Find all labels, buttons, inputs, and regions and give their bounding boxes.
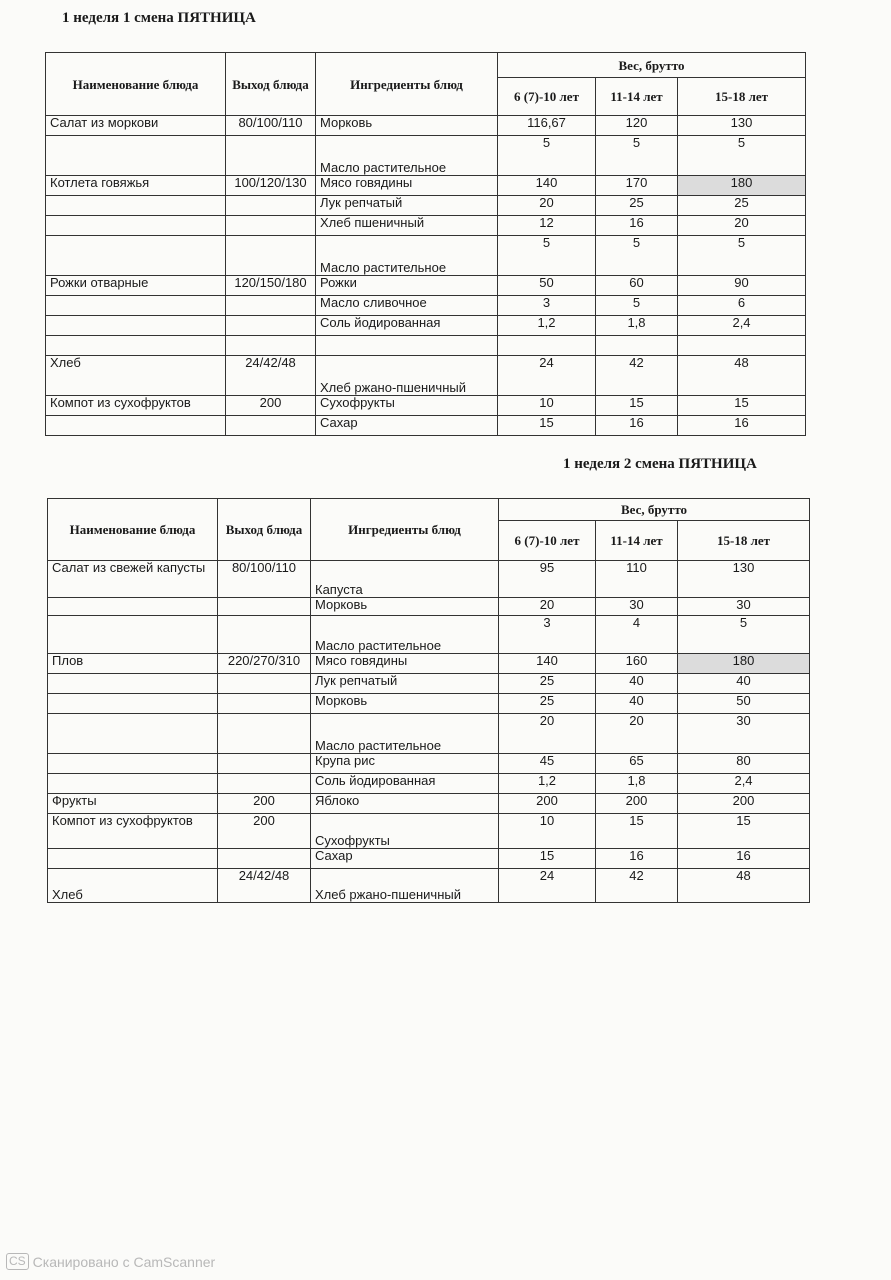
dish-name-cell <box>48 694 218 714</box>
output-cell <box>226 416 316 436</box>
weight-age-15-18-cell: 2,4 <box>678 316 806 336</box>
output-cell: 120/150/180 <box>226 276 316 296</box>
weight-age-11-14-cell: 5 <box>596 136 678 176</box>
weight-age-15-18-cell: 2,4 <box>678 774 810 794</box>
header-age-15-18: 15-18 лет <box>678 78 806 116</box>
table-row <box>48 814 810 849</box>
weight-age-6-10-cell: 5 <box>498 136 596 176</box>
weight-age-6-10-cell: 20 <box>499 714 596 754</box>
header-age-11-14: 11-14 лет <box>596 521 678 561</box>
weight-age-11-14-cell: 42 <box>596 869 678 903</box>
dish-name-cell <box>48 774 218 794</box>
weight-age-15-18-cell: 25 <box>678 196 806 216</box>
table-row <box>48 674 810 694</box>
dish-name-cell: Котлета говяжья <box>46 176 226 196</box>
dish-name-cell <box>46 136 226 176</box>
output-cell: 220/270/310 <box>218 654 311 674</box>
table-row <box>46 196 806 216</box>
weight-age-6-10-cell: 25 <box>499 674 596 694</box>
weight-age-6-10-cell: 95 <box>499 561 596 598</box>
table-row <box>46 136 806 176</box>
output-cell <box>226 196 316 216</box>
dish-name-cell <box>48 598 218 616</box>
dish-name-cell <box>48 849 218 869</box>
table-row <box>46 216 806 236</box>
ingredient-cell: Мясо говядины <box>311 654 499 674</box>
weight-age-6-10-cell: 15 <box>499 849 596 869</box>
weight-age-11-14-cell: 200 <box>596 794 678 814</box>
weight-age-15-18-cell: 16 <box>678 849 810 869</box>
table-row <box>48 754 810 774</box>
weight-age-11-14-cell: 25 <box>596 196 678 216</box>
output-cell: 24/42/48 <box>218 869 311 903</box>
ingredient-cell: Сахар <box>316 416 498 436</box>
dish-name-cell: Компот из сухофруктов <box>48 814 218 849</box>
weight-age-6-10-cell: 1,2 <box>499 774 596 794</box>
output-cell <box>218 714 311 754</box>
weight-age-6-10-cell: 10 <box>499 814 596 849</box>
output-cell: 200 <box>218 794 311 814</box>
table-row <box>46 336 806 356</box>
output-cell <box>218 694 311 714</box>
menu-table-shift-2 <box>47 498 810 903</box>
weight-age-15-18-cell: 15 <box>678 396 806 416</box>
weight-age-11-14-cell: 1,8 <box>596 774 678 794</box>
weight-age-6-10-cell: 15 <box>498 416 596 436</box>
weight-age-15-18-cell: 5 <box>678 616 810 654</box>
table-row <box>46 416 806 436</box>
weight-age-6-10-cell: 45 <box>499 754 596 774</box>
header-weight: Вес, брутто <box>499 499 810 521</box>
weight-age-15-18-cell <box>678 336 806 356</box>
dish-name-cell <box>46 236 226 276</box>
weight-age-6-10-cell: 200 <box>499 794 596 814</box>
ingredient-cell: Сахар <box>311 849 499 869</box>
table-row <box>46 296 806 316</box>
ingredient-cell: Масло растительное <box>311 616 499 654</box>
table-row <box>48 694 810 714</box>
weight-age-15-18-cell: 180 <box>678 176 806 196</box>
camscanner-logo-icon: CS <box>6 1253 29 1270</box>
weight-age-15-18-cell: 15 <box>678 814 810 849</box>
output-cell <box>226 136 316 176</box>
ingredient-cell: Масло растительное <box>311 714 499 754</box>
weight-age-15-18-cell: 40 <box>678 674 810 694</box>
menu-table-shift-1 <box>45 52 806 436</box>
ingredient-cell: Крупа рис <box>311 754 499 774</box>
dish-name-cell <box>46 336 226 356</box>
table-row <box>48 616 810 654</box>
weight-age-6-10-cell: 5 <box>498 236 596 276</box>
weight-age-15-18-cell: 130 <box>678 116 806 136</box>
output-cell <box>218 674 311 694</box>
weight-age-6-10-cell: 3 <box>499 616 596 654</box>
header-weight: Вес, брутто <box>498 53 806 78</box>
weight-age-11-14-cell: 65 <box>596 754 678 774</box>
weight-age-11-14-cell: 40 <box>596 694 678 714</box>
header-ingredients: Ингредиенты блюд <box>316 53 498 116</box>
ingredient-cell: Соль йодированная <box>311 774 499 794</box>
dish-name-cell: Фрукты <box>48 794 218 814</box>
ingredient-cell: Морковь <box>311 694 499 714</box>
dish-name-cell <box>46 416 226 436</box>
ingredient-cell: Капуста <box>311 561 499 598</box>
weight-age-15-18-cell: 30 <box>678 714 810 754</box>
weight-age-6-10-cell: 12 <box>498 216 596 236</box>
table-body <box>46 116 806 436</box>
table-row <box>48 598 810 616</box>
table-row <box>48 561 810 598</box>
ingredient-cell: Лук репчатый <box>316 196 498 216</box>
ingredient-cell: Хлеб пшеничный <box>316 216 498 236</box>
weight-age-11-14-cell: 20 <box>596 714 678 754</box>
table-row <box>48 869 810 903</box>
dish-name-cell <box>48 616 218 654</box>
weight-age-15-18-cell: 5 <box>678 236 806 276</box>
weight-age-6-10-cell: 10 <box>498 396 596 416</box>
weight-age-11-14-cell <box>596 336 678 356</box>
ingredient-cell: Масло растительное <box>316 136 498 176</box>
table-row <box>48 654 810 674</box>
weight-age-15-18-cell: 16 <box>678 416 806 436</box>
weight-age-11-14-cell: 40 <box>596 674 678 694</box>
ingredient-cell: Соль йодированная <box>316 316 498 336</box>
weight-age-15-18-cell: 48 <box>678 356 806 396</box>
ingredient-cell <box>316 336 498 356</box>
output-cell <box>226 336 316 356</box>
header-age-6-10: 6 (7)-10 лет <box>498 78 596 116</box>
table-row <box>46 236 806 276</box>
weight-age-15-18-cell: 6 <box>678 296 806 316</box>
table-row <box>48 794 810 814</box>
weight-age-15-18-cell: 90 <box>678 276 806 296</box>
weight-age-11-14-cell: 15 <box>596 814 678 849</box>
output-cell: 100/120/130 <box>226 176 316 196</box>
weight-age-11-14-cell: 42 <box>596 356 678 396</box>
ingredient-cell: Хлеб ржано-пшеничный <box>316 356 498 396</box>
weight-age-11-14-cell: 170 <box>596 176 678 196</box>
ingredient-cell: Сухофрукты <box>311 814 499 849</box>
table-row <box>48 849 810 869</box>
table-row <box>48 774 810 794</box>
weight-age-15-18-cell: 130 <box>678 561 810 598</box>
weight-age-11-14-cell: 16 <box>596 416 678 436</box>
table-body <box>48 561 810 903</box>
dish-name-cell <box>48 714 218 754</box>
dish-name-cell: Салат из свежей капусты <box>48 561 218 598</box>
weight-age-15-18-cell: 30 <box>678 598 810 616</box>
table-row <box>46 176 806 196</box>
header-output: Выход блюда <box>218 499 311 561</box>
dish-name-cell: Рожки отварные <box>46 276 226 296</box>
ingredient-cell: Рожки <box>316 276 498 296</box>
weight-age-6-10-cell: 20 <box>498 196 596 216</box>
ingredient-cell: Лук репчатый <box>311 674 499 694</box>
weight-age-15-18-cell: 200 <box>678 794 810 814</box>
camscanner-watermark <box>6 1253 215 1270</box>
weight-age-15-18-cell: 5 <box>678 136 806 176</box>
weight-age-11-14-cell: 160 <box>596 654 678 674</box>
header-output: Выход блюда <box>226 53 316 116</box>
weight-age-11-14-cell: 5 <box>596 236 678 276</box>
dish-name-cell <box>48 674 218 694</box>
table-row <box>46 316 806 336</box>
weight-age-15-18-cell: 20 <box>678 216 806 236</box>
ingredient-cell: Масло сливочное <box>316 296 498 316</box>
weight-age-11-14-cell: 5 <box>596 296 678 316</box>
output-cell <box>226 216 316 236</box>
output-cell <box>226 316 316 336</box>
weight-age-15-18-cell: 80 <box>678 754 810 774</box>
weight-age-11-14-cell: 60 <box>596 276 678 296</box>
dish-name-cell <box>48 754 218 774</box>
weight-age-15-18-cell: 50 <box>678 694 810 714</box>
ingredient-cell: Мясо говядины <box>316 176 498 196</box>
dish-name-cell <box>46 296 226 316</box>
weight-age-6-10-cell: 116,67 <box>498 116 596 136</box>
section-1-title: 1 неделя 1 смена ПЯТНИЦА <box>62 10 256 26</box>
weight-age-6-10-cell: 50 <box>498 276 596 296</box>
header-dish: Наименование блюда <box>48 499 218 561</box>
weight-age-11-14-cell: 120 <box>596 116 678 136</box>
weight-age-6-10-cell: 140 <box>498 176 596 196</box>
table-row <box>46 116 806 136</box>
output-cell: 200 <box>218 814 311 849</box>
ingredient-cell: Морковь <box>316 116 498 136</box>
weight-age-11-14-cell: 4 <box>596 616 678 654</box>
dish-name-cell <box>46 196 226 216</box>
weight-age-11-14-cell: 1,8 <box>596 316 678 336</box>
output-cell <box>218 754 311 774</box>
output-cell <box>226 296 316 316</box>
output-cell <box>218 598 311 616</box>
output-cell <box>218 616 311 654</box>
weight-age-15-18-cell: 48 <box>678 869 810 903</box>
table-row <box>46 276 806 296</box>
output-cell: 80/100/110 <box>218 561 311 598</box>
weight-age-6-10-cell: 24 <box>498 356 596 396</box>
header-age-6-10: 6 (7)-10 лет <box>499 521 596 561</box>
output-cell: 24/42/48 <box>226 356 316 396</box>
weight-age-6-10-cell: 20 <box>499 598 596 616</box>
weight-age-6-10-cell: 1,2 <box>498 316 596 336</box>
section-2-title: 1 неделя 2 смена ПЯТНИЦА <box>563 456 757 472</box>
weight-age-6-10-cell: 24 <box>499 869 596 903</box>
table-row <box>46 396 806 416</box>
weight-age-15-18-cell: 180 <box>678 654 810 674</box>
header-age-15-18: 15-18 лет <box>678 521 810 561</box>
dish-name-cell: Салат из моркови <box>46 116 226 136</box>
dish-name-cell: Плов <box>48 654 218 674</box>
weight-age-11-14-cell: 30 <box>596 598 678 616</box>
header-ingredients: Ингредиенты блюд <box>311 499 499 561</box>
ingredient-cell: Морковь <box>311 598 499 616</box>
output-cell <box>218 849 311 869</box>
weight-age-11-14-cell: 16 <box>596 849 678 869</box>
weight-age-11-14-cell: 110 <box>596 561 678 598</box>
table-row <box>46 356 806 396</box>
output-cell: 80/100/110 <box>226 116 316 136</box>
weight-age-6-10-cell: 3 <box>498 296 596 316</box>
ingredient-cell: Хлеб ржано-пшеничный <box>311 869 499 903</box>
ingredient-cell: Масло растительное <box>316 236 498 276</box>
header-age-11-14: 11-14 лет <box>596 78 678 116</box>
header-dish: Наименование блюда <box>46 53 226 116</box>
weight-age-11-14-cell: 16 <box>596 216 678 236</box>
table-row <box>48 714 810 754</box>
output-cell: 200 <box>226 396 316 416</box>
watermark-text: Сканировано с CamScanner <box>32 1253 216 1270</box>
weight-age-6-10-cell <box>498 336 596 356</box>
weight-age-11-14-cell: 15 <box>596 396 678 416</box>
weight-age-6-10-cell: 140 <box>499 654 596 674</box>
dish-name-cell: Хлеб <box>48 869 218 903</box>
dish-name-cell <box>46 316 226 336</box>
weight-age-6-10-cell: 25 <box>499 694 596 714</box>
output-cell <box>218 774 311 794</box>
dish-name-cell: Хлеб <box>46 356 226 396</box>
dish-name-cell: Компот из сухофруктов <box>46 396 226 416</box>
output-cell <box>226 236 316 276</box>
dish-name-cell <box>46 216 226 236</box>
ingredient-cell: Сухофрукты <box>316 396 498 416</box>
ingredient-cell: Яблоко <box>311 794 499 814</box>
